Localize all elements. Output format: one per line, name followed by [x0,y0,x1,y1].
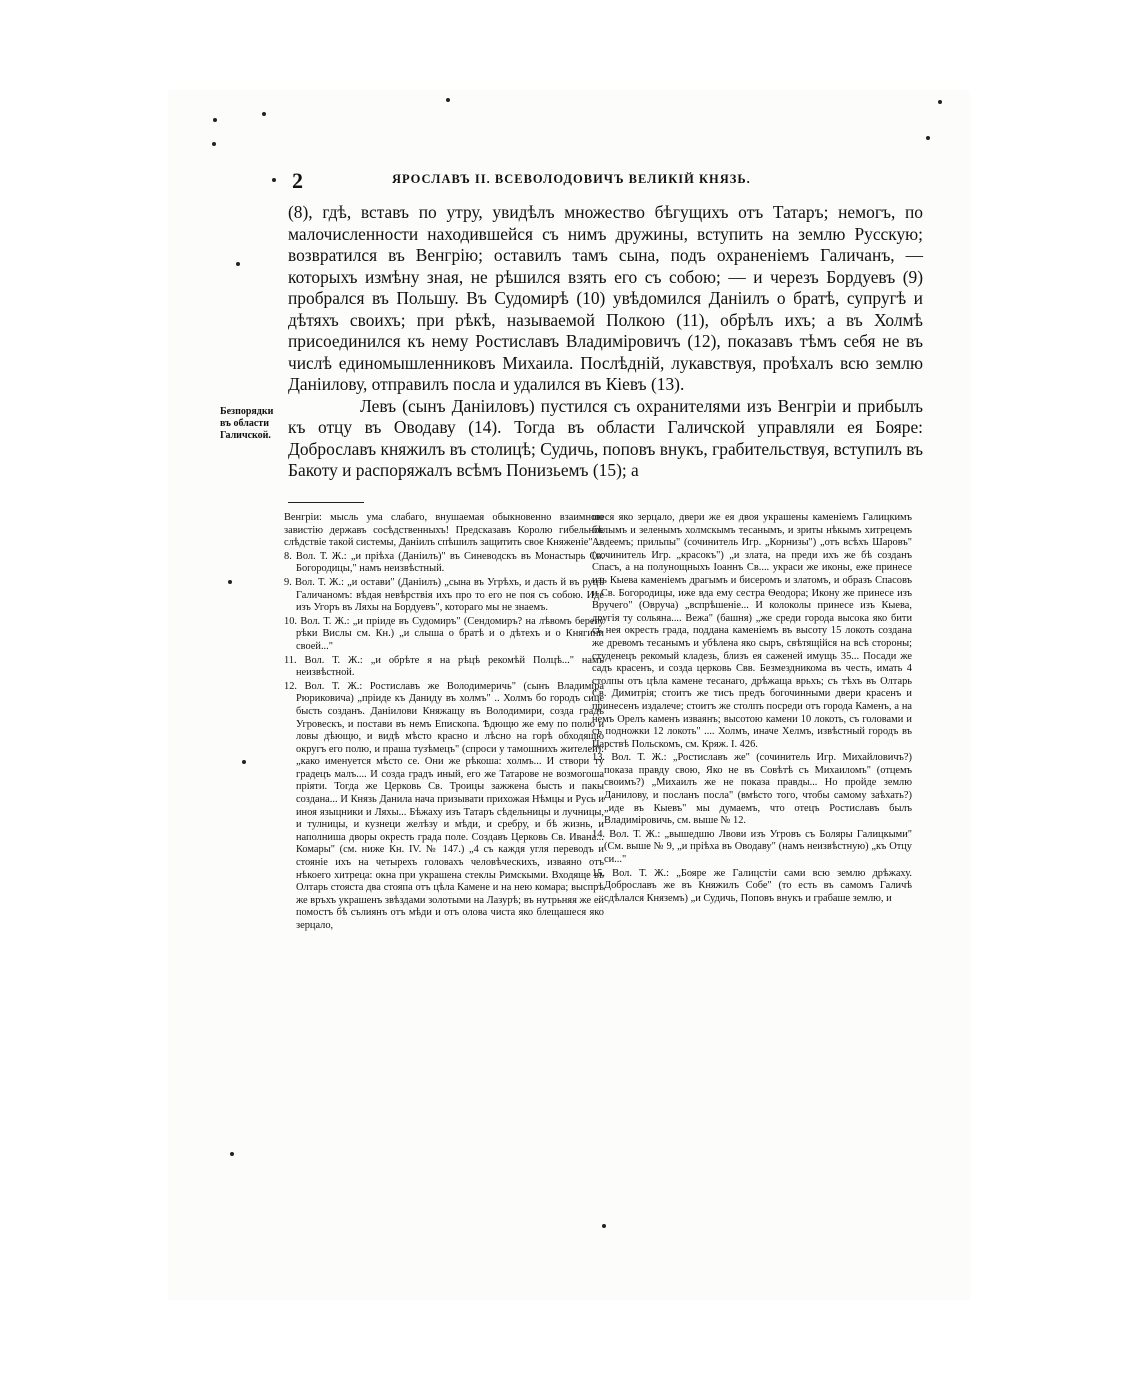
footnote-12-continuation: шеся яко зерцало, двери же ея двоя украшены каменіемъ Галицкимъ бѣлымъ и зеленымъ холмскымъ тесанымъ, и зриты нѣкымъ хитрецемъ Авдеемъ; прильпы" (сочинитель Игр. „Корнизы") „отъ всѣхъ Шаровъ" (сочинитель Игр. „красокъ") „и злата, на преди ихъ же бѣ созданъ Спасъ, а на полунощныхъ Іоаннъ Св.... украси же иконы, еже принесе изъ Кыева каменіемъ драгымъ и бисеромъ и златомъ, и образъ Спасовъ и Св. Богородицы, иже вда ему сестра Ѳеодора; Икону же принесе изъ Вручего" (Овруча) „вспрѣшеніе... И колоколы принесе изъ Кыева, другія ту сольяна.... Вежа" (башня) „же среди города высока яко бити съ нея окресть града, поддана каменіемъ въ высоту 15 локоть создана же древомъ тесанымъ и убѣлена яко сыръ, свѣтящійся на всѣ стороны; студенецъ рекомый кладезь, близъ ея саженей имущь 35... Посади же садъ красенъ, и созда церковь Свв. Безмездникома въ честь, имать 4 столпы отъ цѣла камене тесанаго, дрѣжаща врьхъ; съ тѣхъ въ Олтарь Св. Димитрія; стоитъ же тисъ предъ богочинными двери красенъ и принесенъ издалече; стоитъ же столпъ посреди отъ города Каменъ, а на немъ Орелъ каменъ изваянъ; высотою камени 10 локоть, съ головами и съ подножки 12 локоть" .... Холмъ, иначе Хелмъ, извѣстный городъ въ Царствѣ Польскомъ, см. Кряж. I. 426. [592,512,912,750]
scan-speck [228,580,232,584]
footnote-13: 13. Вол. Т. Ж.: „Ростиславъ же" (сочинитель Игр. Михайловичъ?) показа правду свою, Яко не въ Совѣтѣ съ Михаиломъ" (отцемъ своимъ?) „Михаилъ же не показа правды... Но пройде землю Данилову, и посланъ посла" (вмѣсто того, чтобы самому заѣхать?) „иде въ Кыевъ" мы думаемъ, что отецъ Ростиславъ былъ Владиміровичь, см. выше № 12. [592,752,912,827]
footnote-12: 12. Вол. Т. Ж.: Ростиславъ же Володимеричь" (сынъ Владиміра Рюриковича) „пріиде къ Даниду въ холмъ" .. Холмъ бо городъ сице бысть созданъ. Даніилови Княжащу въ Володимири, созда градъ Угровескъ, и постави въ немъ Епископа. Ѣдющю же ему по полю и ловы дѣющю, и видѣ мѣсто красно и лѣсно на горѣ обходящю округъ его полю, и праша тузѣмецъ" (спроси у тамошнихъ жителей): „како именуется мѣсто се. Они же рѣкоша: холмъ... И створи ту градецъ малъ.... И созда градъ иный, его же Татарове не возмогоша пріяти. Тогда же Церковь Св. Троицы зажжена бысть и пакы создана... И Князь Данила нача призывати прихожая Нѣмцы и Русь и иноя языцники и Ляхы... Бѣжаху изъ Татаръ сѣдельницы и лучницы, и тулницы, и кузнеци желѣзу и мѣди, и сребру, и бѣ жизнь, и наполниша дворы окресть града поле. Создавъ Церковь Св. Ивана... Комары" (см. ниже Кн. IV. № 147.) „4 съ каждя угля переводъ и стояніе ихъ на четырехъ головахъ человѣческихъ, изваяно отъ нѣкоего хитреца: окна при украшена стеклы Римскыми. Входяще въ Олтарь стояста два стояпа отъ цѣла Камене и на нею комара; выспрѣ же връхъ украшенъ звѣздами золотыми на Лазурѣ; въ нутрьняя же ей помостъ бѣ сълиянъ отъ мѣди и отъ олова чиста яко блещашеся яко зерцало, [284,680,604,931]
footnote-continuation: Венгріи: мысль ума слабаго, внушаемая обыкновенно взаимною завистію державъ сосѣдственныхъ! Предсказавъ Королю гибельное слѣдствіе такой системы, Даніилъ спѣшилъ защитить свое Княженіе" .. [284,512,604,549]
footnotes-left-column [284,512,604,934]
scan-speck [230,1152,234,1156]
scan-speck [212,142,216,146]
footnotes-right-column [592,512,912,906]
footnote-10: 10. Вол. Т. Ж.: „и пріиде въ Судомиръ" (Сендомиръ? на лѣвомъ берегу рѣки Вислы см. Кн.) „и слыша о братѣ и о дѣтехъ и о Княгини своей..." [284,615,604,652]
scan-speck [272,178,276,182]
scan-speck [213,118,217,122]
scan-speck [602,1224,606,1228]
page-number: 2 [292,168,303,193]
scan-speck [262,112,266,116]
scan-speck [236,262,240,266]
running-title: ЯРОСЛАВЪ II. ВСЕВОЛОДОВИЧЪ ВЕЛИКІЙ КНЯЗЬ. [392,172,751,186]
scan-speck [242,760,246,764]
footnote-rule [288,502,364,503]
footnote-9: 9. Вол. Т. Ж.: „и остави" (Даніилъ) „сына въ Угрѣхъ, и дасть й въ руцѣ Галичаномъ: вѣдая невѣрствія ихъ про то его не поя съ собою. Иде изъ Угоръ въ Ляхы на Бордуевъ", котораго мы не знаемъ. [284,576,604,614]
footnote-8: 8. Вол. Т. Ж.: „и пріѣха (Даніилъ)" въ Синеводскъ въ Монастырь Св. Богородицы," намъ неизвѣстный. [284,550,604,575]
footnote-15: 15. Вол. Т. Ж.: „Бояре же Галицстіи сами всю землю дрѣжаху. Доброславъ же въ Княжилъ Собе" (то есть въ самомъ Галичѣ сдѣлался Княземъ) „и Судичь, Поповъ внукъ и грабаше землю, и [592,867,912,904]
scan-speck [938,100,942,104]
scan-speck [926,136,930,140]
page-header [286,168,946,192]
footnote-11: 11. Вол. Т. Ж.: „и обрѣте я на рѣцѣ рекомѣй Полцѣ..." намъ неизвѣстной. [284,654,604,679]
body-paragraph-2: Левъ (сынъ Даніиловъ) пустился съ охранителями изъ Венгріи и прибылъ къ отцу въ Оводаву (14). Тогда въ области Галичской управляли ея Бояре: Доброславъ княжилъ въ столицѣ; Судичь, поповъ внукъ, грабительствуя, вступилъ въ Бакоту и распоряжалъ всѣмъ Понизьемъ (15); а [288,395,923,480]
body-paragraph-1: (8), гдѣ, вставъ по утру, увидѣлъ множество бѣгущихъ отъ Татаръ; немогъ, по малочисленности находившейся съ нимъ дружины, вступить на землю Русскую; возвратился въ Венгрію; оставилъ тамъ сына, подъ охраненіемъ Галичанъ, — которыхъ измѣну зная, не рѣшился взять его съ собою; — и черезъ Бордуевъ (9) пробрался въ Польшу. Въ Судомирѣ (10) увѣдомился Даніилъ о братѣ, супругѣ и дѣтяхъ своихъ; при рѣкѣ, называемой Полкою (11), обрѣлъ ихъ; а въ Холмѣ присоединился къ нему Ростиславъ Владиміровичъ (12), показавъ тѣмъ себя не въ числѣ единомышленниковъ Михаила. Послѣдній, лукавствуя, проѣхалъ всю землю Даніилову, отправилъ посла и удалился въ Кіевъ (13). [288,202,923,394]
main-text [288,202,923,482]
margin-note: Безпорядки въ области Галичской. [220,406,274,441]
footnote-14: 14. Вол. Т. Ж.: „вышедшю Лвови изъ Угровъ съ Боляры Галицкыми" (См. выше № 9, „и пріѣха въ Оводаву" (намъ неизвѣстную) „къ Отцу си..." [592,828,912,866]
scan-speck [446,98,450,102]
